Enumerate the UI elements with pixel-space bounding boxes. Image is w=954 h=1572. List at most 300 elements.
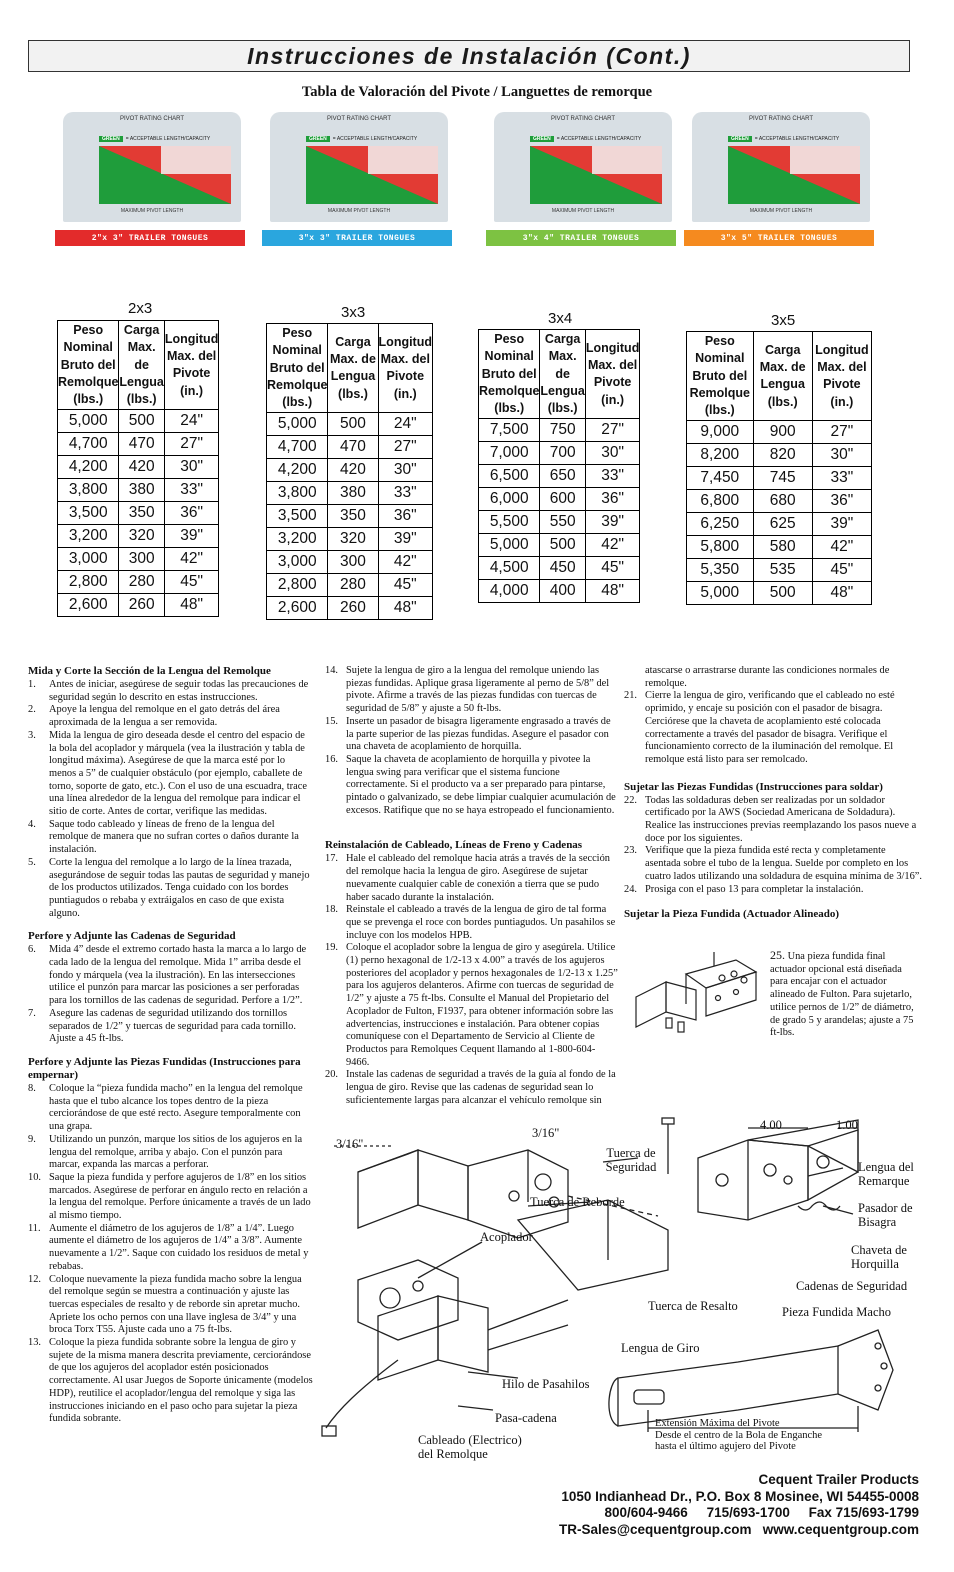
table-cell: 7,450 [687,467,754,490]
step-number: 8. [28,1082,36,1094]
chart-card-ribbon: 3"x 5" TRAILER TONGUES [684,230,874,246]
instruction-step [28,1008,314,1046]
table-row [267,459,433,482]
table-cell: 900 [753,421,812,444]
instruction-step [325,904,618,942]
table-cell: 36" [812,490,871,513]
table-row [58,548,219,571]
step-text: Mida 4” desde el extremo cortado hasta la marca a lo largo de cada lado de la lengua del remolque. Mida 1” arriba desde el fondo y márquela (vea la ilustración). En las intersecciones utilice el punzón para marcar las posiciones a ser perforadas para los tornillos de las cadenas de seguridad. Perfore a 1/2”. [49,944,307,1007]
label-tuerca-resalto: Tuerca de Resalto [648,1299,738,1313]
table-row [267,436,433,459]
table-cell: 30" [812,444,871,467]
actuator-casting-illustration [626,952,766,1044]
table-cell: 500 [119,410,164,433]
table-cell: 420 [328,459,378,482]
table-cell: 24" [378,413,432,436]
table-row [267,505,433,528]
table-cell: 24" [164,410,218,433]
steps-bolt [28,1083,314,1426]
section-heading-bolt: Perfore y Adjunte las Piezas Fundidas (Instrucciones para empernar) [28,1055,301,1081]
table-row [58,571,219,594]
instruction-step [28,1223,314,1274]
label-acoplador: Acoplador [480,1230,533,1244]
table-cell: 30" [585,442,639,465]
table-title-3x3: 3x3 [341,304,366,321]
label-tuerca-seguridad: Tuerca de Seguridad [605,1146,657,1174]
step-number: 15. [325,715,338,727]
step-number: 2. [28,704,36,716]
table-row [267,413,433,436]
step-text: Prosiga con el paso 13 para completar la instalación. [645,883,864,895]
table-title-3x4: 3x4 [548,310,573,327]
table-cell: 30" [378,459,432,482]
step-number: 1. [28,679,36,690]
step-text: Corte la lengua del remolque a lo largo de la línea trazada, asegurándose de seguir todas las pautas de seguridad y manejo de los productos utilizados. Tenga cuidado con los bordes puntiagudos o rebaba y extráigalos en caso de que exista alguno. [49,856,310,919]
instruction-step [325,1069,618,1107]
table-row [687,513,872,536]
title-banner [28,40,910,72]
table-cell: 600 [540,488,585,511]
table-row [267,574,433,597]
table-cell: 7,500 [479,419,540,442]
table-row [58,525,219,548]
rating-table-2x3 [57,320,219,617]
table-cell: 500 [328,413,378,436]
steps-pivot [325,665,618,817]
table-cell: 48" [164,594,218,617]
label-hilo-pasahilos: Hilo de Pasahilos [502,1377,590,1391]
table-row [58,479,219,502]
step-number: 7. [28,1007,36,1019]
table-cell: 700 [540,442,585,465]
table-cell: 6,250 [687,513,754,536]
step-number: 13. [28,1337,41,1349]
table-row [687,467,872,490]
table-cell: 48" [812,582,871,605]
instruction-step [624,795,922,846]
table-cell: 42" [378,551,432,574]
step-number: 3. [28,729,36,741]
instruction-step [624,690,922,766]
table-cell: 470 [119,433,164,456]
table-cell: 580 [753,536,812,559]
table-cell: 320 [328,528,378,551]
table-cell: 680 [753,490,812,513]
step-text: Coloque la pieza fundida sobrante sobre la lengua de giro y sujete de la misma manera descrita previamente, cerciorándose de que los agujeros del acoplador estén posicionados correctamente. Al usar Juegos de Soporte únicamente (modelos HDP), reutilice el acoplador/lengua del remolque y siga las instrucciones iniciando en el paso ocho para sujetar la pieza fundida sobrante. [49,1337,313,1425]
table-cell: 260 [119,594,164,617]
chart-card-ribbon: 3"x 3" TRAILER TONGUES [262,230,452,246]
steps-chains [28,944,314,1046]
step-number: 22. [624,794,637,806]
table-cell: 39" [812,513,871,536]
chart-card-axis-label: MAXIMUM PIVOT LENGTH [551,208,615,214]
column-header: Longitud Max. del Pivote (in.) [378,324,432,413]
table-cell: 48" [378,597,432,620]
instruction-step [28,1083,314,1134]
company-phones: 800/604-9466 715/693-1700 Fax 715/693-1799 [604,1505,919,1521]
step-text: Coloque el acoplador sobre la lengua de giro y asegúrela. Utilice (1) perno hexagonal de 1/2-13 x 4.00” a través de los agujeros posteriores del acoplador y pernos hexagonales de 1/2-13 x 1.25” para los agujeros delanteros. Afirme con tuercas de seguridad de 1/2” y ajuste a 75 ft-lbs. Consulte el Manual del Propietario del Acoplador de Fulton, F1937, para obtener información sobre las advertencias, instrucciones e instalación. Para obtener copias comuníquese con el Departamento de Servicio al Cliente de Productos para Remolques Cequent llamando al 1-800-604-9466. [346,942,618,1068]
instruction-step [624,845,922,883]
chart-card-plot [530,146,662,204]
table-cell: 45" [585,557,639,580]
step-text: Sujete la lengua de giro a la lengua del remolque uniendo las piezas fundidas. Aplique grasa ligeramente al perno de 5/8” del pivote. Afirme a través de las piezas fundidas con tuercas de seguridad de 5/8” y ajuste a 50 ft-lbs. [346,665,610,715]
table-cell: 6,500 [479,465,540,488]
table-cell: 7,000 [479,442,540,465]
label-pasador-bisagra: Pasador de Bisagra [858,1201,913,1229]
column-header: Longitud Max. del Pivote (in.) [812,332,871,421]
instruction-step [28,857,314,921]
table-cell: 45" [378,574,432,597]
instruction-step [28,704,314,729]
table-row [687,444,872,467]
table-cell: 2,800 [267,574,328,597]
table-row [479,557,640,580]
table-header-row [687,332,872,421]
table-row [479,419,640,442]
instruction-step [28,730,314,819]
plot-table-overlay [592,146,662,174]
table-cell: 5,000 [479,534,540,557]
table-cell: 42" [585,534,639,557]
table-cell: 300 [119,548,164,571]
section-heading-rewire: Reinstalación de Cableado, Líneas de Freno y Cadenas [325,839,583,852]
table-cell: 36" [378,505,432,528]
table-row [267,482,433,505]
step-number: 6. [28,944,36,956]
table-cell: 820 [753,444,812,467]
table-cell: 3,000 [58,548,119,571]
step-number: 20. [325,1069,338,1081]
table-cell: 320 [119,525,164,548]
company-address: 1050 Indianhead Dr., P.O. Box 8 Mosinee, WI 54455-0008 [561,1488,919,1504]
step-text: Coloque la “pieza fundida macho” en la lengua del remolque hasta que el tubo alcance los topes dentro de la pieza cerciorándose de que esté recto. Asegure temporalmente con una grapa. [49,1082,303,1133]
company-web[interactable]: TR-Sales@cequentgroup.com www.cequentgroup.com [559,1521,919,1537]
table-cell: 33" [585,465,639,488]
table-cell: 4,200 [58,456,119,479]
label-cadenas-seguridad: Cadenas de Seguridad [796,1279,908,1293]
table-cell: 745 [753,467,812,490]
table-title-3x5: 3x5 [771,312,796,329]
table-row [58,433,219,456]
table-row [687,582,872,605]
instructions-column-1 [28,665,314,1426]
column-header: Peso Nominal Bruto del Remolque (lbs.) [479,330,540,419]
table-cell: 2,600 [58,594,119,617]
table-cell: 380 [119,479,164,502]
label-tuerca-reborde: Tuerca de Reborde [530,1195,625,1209]
rating-table-3x4 [478,329,640,603]
table-cell: 280 [328,574,378,597]
table-cell: 470 [328,436,378,459]
table-cell: 9,000 [687,421,754,444]
table-row [267,597,433,620]
section-heading-cut: Mida y Corte la Sección de la Lengua del Remolque [28,665,271,677]
table-header-row [479,330,640,419]
instructions-column-2 [325,665,618,1108]
step-number: 10. [28,1171,41,1183]
table-row [58,456,219,479]
table-row [687,421,872,444]
chart-card-heading: PIVOT RATING CHART [748,116,813,122]
table-cell: 4,000 [479,580,540,603]
steps-rewire [325,853,618,1107]
chart-card [262,112,458,262]
step-text: Saque todo cableado y líneas de freno de la lengua del remolque de manera que no sufran cortes o daños durante la instalación. [49,818,299,856]
step-text: Instale las cadenas de seguridad a través de la guía al fondo de la lengua de giro. Revise que las cadenas de seguridad sean lo suficientemente largas para alcanzar el vehículo remolque sin [346,1069,616,1106]
table-row [479,465,640,488]
table-cell: 3,800 [267,482,328,505]
table-row [58,502,219,525]
dim-label-4: 1.00 [836,1118,858,1132]
table-cell: 3,000 [267,551,328,574]
table-cell: 48" [585,580,639,603]
dim-label-3: 4.00 [760,1118,782,1132]
table-cell: 8,200 [687,444,754,467]
table-cell: 650 [540,465,585,488]
table-cell: 2,800 [58,571,119,594]
table-cell: 27" [585,419,639,442]
chart-card-panel [692,112,870,222]
table-cell: 450 [540,557,585,580]
table-cell: 45" [164,571,218,594]
step-number: 16. [325,753,338,765]
step-number: 17. [325,853,338,865]
instruction-step [325,942,618,1069]
table-row [479,534,640,557]
table-cell: 535 [753,559,812,582]
table-cell: 36" [164,502,218,525]
table-row [479,442,640,465]
table-header-row [58,321,219,410]
chart-card-ribbon: 3"x 4" TRAILER TONGUES [486,230,676,246]
table-row [58,594,219,617]
table-cell: 4,700 [267,436,328,459]
table-cell: 3,500 [267,505,328,528]
column-header: Peso Nominal Bruto del Remolque (lbs.) [687,332,754,421]
table-header-row [267,324,433,413]
steps-close [624,690,922,766]
step-text: Saque la pieza fundida y perfore agujeros de 1/8” en los sitios marcados. Asegúrese de perforar en ángulo recto en relación a la lengua del remolque. Perfore únicamente a través de un lado al mismo tiempo. [49,1171,311,1222]
step-text: Aumente el diámetro de los agujeros de 1/8” a 1/4”. Luego aumente el diámetro de los agujeros de 1/4” a 3/8”. Aumente nuevamente a 1/2”. Saque con cuidado los residuos de metal y rebabas. [49,1222,309,1272]
instruction-step [28,819,314,857]
step-text: Todas las soldaduras deben ser realizadas por un soldador certificado por la AWS (Sociedad Americana de Soldadura). Realice las instrucciones previas reemplazando los pasos nueve a doce por los siguientes. [645,794,917,844]
column-header: Carga Max. de Lengua (lbs.) [119,321,164,410]
step-number: 23. [624,845,637,857]
step-number: 9. [28,1133,36,1145]
table-cell: 400 [540,580,585,603]
table-cell: 5,000 [267,413,328,436]
table-cell: 750 [540,419,585,442]
step-text: Antes de iniciar, asegúrese de seguir todas las precauciones de seguridad según lo descrito en estas instrucciones. [49,679,309,703]
table-cell: 39" [378,528,432,551]
step-number: 12. [28,1273,41,1285]
table-cell: 500 [540,534,585,557]
step-number: 21. [624,690,637,702]
steps-cut [28,679,314,920]
instructions-column-3 [624,665,922,922]
step-number: 18. [325,904,338,916]
plot-table-overlay [368,146,438,174]
chart-card [684,112,880,262]
label-pieza-macho: Pieza Fundida Macho [782,1305,892,1319]
section-heading-actuator: Sujetar la Pieza Fundida (Actuador Alineado) [624,908,840,921]
step-text: Saque la chaveta de acoplamiento de horquilla y pivotee la lengua swing para verificar que el sistema funcione correctamente. Si el producto va a ser preparado para pintarse, pintado o galvanizado, se debe limpiar cualquier acumulación de excesos. Ratifique que no se haya estropeado el funcionamiento. [346,753,616,816]
table-cell: 3,200 [267,528,328,551]
step-text: Cierre la lengua de giro, verificando que el cableado no esté oprimido, y encaje su posición con el pasador de bisagra. Cerciórese que la chaveta de acoplamiento esté colocada correctamente a través del pasador de bisagra. Verifique el funcionamiento correcto de la iluminación del remolque. El remolque está listo para ser remolcado. [645,690,895,765]
instruction-step [624,884,922,897]
table-cell: 36" [585,488,639,511]
table-cell: 4,200 [267,459,328,482]
step-text: Utilizando un punzón, marque los sitios de los agujeros en la lengua del remolque, arriba y abajo. Con el punzón para marcar, expanda las marcas a perforar. [49,1133,303,1171]
chart-card-legend: GREEN = ACCEPTABLE LENGTH/CAPACITY [306,136,436,144]
table-row [267,528,433,551]
chart-subtitle: Tabla de Valoración del Pivote / Languettes de remorque [301,84,653,100]
chart-card-heading: PIVOT RATING CHART [326,116,391,122]
instruction-step [325,665,618,716]
table-cell: 5,350 [687,559,754,582]
column-header: Carga Max. de Lengua (lbs.) [328,324,378,413]
step-text: Coloque nuevamente la pieza fundida macho sobre la lengua del remolque según se muestra a continuación y ajuste las tuercas especiales de resalto y de reborde sin apretar mucho. Apriete los ocho pernos con una llave inglesa de 3/4” y una broca Torx T55. Ajuste cada uno a 75 ft-lbs. [49,1273,302,1336]
table-cell: 280 [119,571,164,594]
table-cell: 33" [164,479,218,502]
step-number: 11. [28,1222,41,1234]
table-row [267,551,433,574]
table-cell: 380 [328,482,378,505]
chart-card-legend: GREEN = ACCEPTABLE LENGTH/CAPACITY [728,136,858,144]
instruction-step [325,754,618,818]
company-name: Cequent Trailer Products [758,1472,919,1487]
table-cell: 30" [164,456,218,479]
table-cell: 27" [812,421,871,444]
table-cell: 45" [812,559,871,582]
table-row [479,511,640,534]
table-cell: 350 [119,502,164,525]
step-text: Asegure las cadenas de seguridad utilizando dos tornillos separados de 1/2” y tuercas de seguridad para cada tornillo. Ajuste a 45 ft-lbs. [49,1007,296,1045]
step-number: 4. [28,818,36,830]
table-cell: 550 [540,511,585,534]
step-text: Verifique que la pieza fundida esté recta y completamente asentada sobre el tubo de la lengua. Suelde por completo en los cuatro lados utilizando una soldadura de esquina mínima de 3/16”. [645,845,923,882]
chart-card [55,112,251,262]
chart-card [486,112,682,262]
label-pasa-cadena: Pasa-cadena [495,1411,557,1425]
table-cell: 33" [378,482,432,505]
table-cell: 5,800 [687,536,754,559]
step-25: 25. Una pieza fundida final actuador opcional está diseñada para encajar con el actuador alineado de Fulton. Para sujetarlo, utilice pernos de 1/2” de diámetro, de grado 5 y arandelas; ajuste a 75 ft-lbs. [770,948,914,1039]
instruction-step [325,716,618,754]
section-heading-weld: Sujetar las Piezas Fundidas (Instrucciones para soldar) [624,780,883,793]
table-cell: 42" [812,536,871,559]
step-number: 24. [624,883,637,895]
table-cell: 5,500 [479,511,540,534]
chart-card-axis-label: MAXIMUM PIVOT LENGTH [120,208,184,214]
step-text: Mida la lengua de giro deseada desde el centro del espacio de la bola del acoplador y márquela (vea la ilustración y tabla de longitud máxima). Asegúrese de que la marca esté por lo menos a 5” de cualquier obstáculo (por ejemplo, caballete de torno, soporte de gato, etc.). Con el uso de una escuadra, trace una línea alrededor de la lengua del remolque para indicar el sitio de corte. Antes de cortar, verifique las medidas. [49,729,307,818]
table-cell: 33" [812,467,871,490]
table-cell: 420 [119,456,164,479]
table-cell: 260 [328,597,378,620]
chart-card-panel [63,112,241,222]
chart-card-heading: PIVOT RATING CHART [550,116,615,122]
table-cell: 5,000 [687,582,754,605]
dim-label-1: 3/16" [336,1137,364,1151]
column-header: Peso Nominal Bruto del Remolque (lbs.) [267,324,328,413]
table-row [479,580,640,603]
chart-card-panel [494,112,672,222]
table-cell: 500 [753,582,812,605]
chart-card-plot [728,146,860,204]
instruction-step [28,1134,314,1172]
table-row [687,536,872,559]
chart-card-axis-label: MAXIMUM PIVOT LENGTH [327,208,391,214]
instruction-step [28,1337,314,1426]
section-heading-chains: Perfore y Adjunte las Cadenas de Seguridad [28,930,236,943]
table-cell: 350 [328,505,378,528]
chart-card-plot [99,146,231,204]
table-cell: 27" [164,433,218,456]
continued-text: atascarse o arrastrarse durante las condiciones normales de remolque. [645,665,890,689]
chart-card-panel [270,112,448,222]
label-chaveta-horquilla: Chaveta de Horquilla [851,1243,907,1271]
table-row [687,490,872,513]
column-header: Longitud Max. del Pivote (in.) [585,330,639,419]
table-cell: 4,700 [58,433,119,456]
table-cell: 42" [164,548,218,571]
instruction-step [28,679,314,704]
plot-table-overlay [790,146,860,174]
rating-table-3x5 [686,331,872,605]
table-cell: 4,500 [479,557,540,580]
table-row [58,410,219,433]
instruction-step [325,853,618,904]
rating-table-3x3 [266,323,433,620]
table-cell: 3,800 [58,479,119,502]
table-cell: 3,200 [58,525,119,548]
table-cell: 39" [164,525,218,548]
chart-card-heading: PIVOT RATING CHART [119,116,184,122]
table-cell: 5,000 [58,410,119,433]
chart-card-axis-label: MAXIMUM PIVOT LENGTH [749,208,813,214]
table-cell: 27" [378,436,432,459]
table-cell: 300 [328,551,378,574]
step-number: 5. [28,856,36,868]
label-extension: Extensión Máxima del Pivote Desde el centro de la Bola de Enganche hasta el último agujero del Pivote [655,1418,823,1452]
step-text: Reinstale el cableado a través de la lengua de giro de tal forma que se prevenga el roce con bordes puntiagudos. Un pasahilos se incluye con los modelos HPB. [346,904,616,941]
table-row [479,488,640,511]
dim-label-2: 3/16" [532,1126,560,1140]
table-cell: 2,600 [267,597,328,620]
chart-card-legend: GREEN = ACCEPTABLE LENGTH/CAPACITY [530,136,660,144]
instruction-step [28,1172,314,1223]
page-title: Instrucciones de Instalación (Cont.) [247,42,691,69]
table-cell: 39" [585,511,639,534]
column-header: Peso Nominal Bruto del Remolque (lbs.) [58,321,119,410]
table-row [687,559,872,582]
table-cell: 3,500 [58,502,119,525]
table-title-2x3: 2x3 [128,300,153,317]
table-cell: 625 [753,513,812,536]
label-lengua-giro: Lengua de Giro [621,1341,700,1355]
step-text: Hale el cableado del remolque hacia atrás a través de la sección del remolque hacia la lengua de giro. Asegúrese de sujetar nuevamente cualquier cable de conexión a tierra que se pudo haber sacado durante la instalación. [346,853,610,903]
table-cell: 6,000 [479,488,540,511]
column-header: Carga Max. de Lengua (lbs.) [540,330,585,419]
step-text: Inserte un pasador de bisagra ligeramente engrasado a través de la parte superior de las piezas fundidas. Asegure el pasador con una chaveta de acoplamiento de horquilla. [346,715,611,753]
column-header: Carga Max. de Lengua (lbs.) [753,332,812,421]
step-number: 19. [325,942,338,954]
instruction-step [28,944,314,1008]
table-cell: 6,800 [687,490,754,513]
label-lengua-remarque: Lengua del Remarque [858,1160,914,1188]
chart-card-legend: GREEN = ACCEPTABLE LENGTH/CAPACITY [99,136,229,144]
column-header: Longitud Max. del Pivote (in.) [164,321,218,410]
